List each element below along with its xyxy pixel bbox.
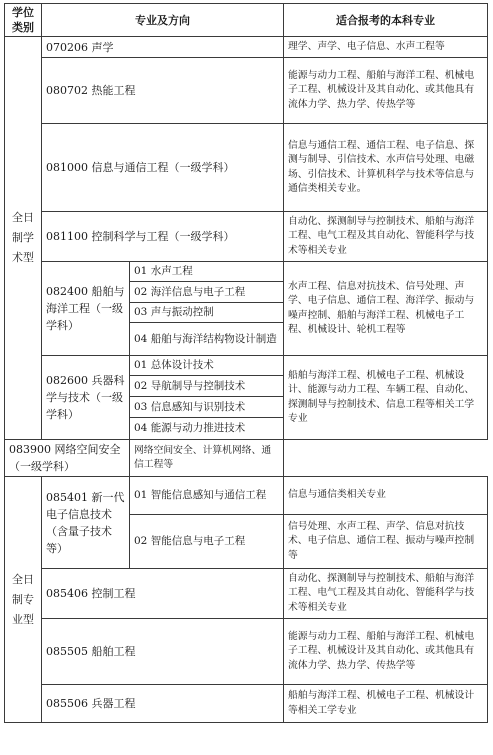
major-cell: 083900 网络空间安全（一级学科） bbox=[5, 440, 130, 477]
major-cell: 085406 控制工程 bbox=[42, 569, 284, 619]
major-cell: 082400 船舶与海洋工程（一级学科） bbox=[42, 262, 130, 356]
direction-cell: 01 水声工程 bbox=[130, 262, 284, 282]
major-cell: 081000 信息与通信工程（一级学科） bbox=[42, 124, 284, 212]
direction-cell: 03 信息感知与识别技术 bbox=[130, 397, 284, 418]
fit-cell: 船舶与海洋工程、机械电子工程、机械设计、能源与动力工程、车辆工程、自动化、探测制导与控制技术、信息工程等相关工学专业 bbox=[284, 356, 488, 440]
fit-cell: 信号处理、水声工程、声学、信息对抗技术、电子信息、通信工程、振动与噪声控制等 bbox=[284, 515, 488, 569]
direction-cell: 02 导航制导与控制技术 bbox=[130, 376, 284, 397]
direction-cell: 04 能源与动力推进技术 bbox=[130, 418, 284, 440]
major-cell: 085505 船舶工程 bbox=[42, 619, 284, 685]
header-major: 专业及方向 bbox=[42, 4, 284, 37]
table-row bbox=[5, 58, 488, 124]
admissions-table bbox=[4, 3, 488, 723]
fit-cell: 自动化、探测制导与控制技术、船舶与海洋工程、电气工程及其自动化、智能科学与技术等相关专业 bbox=[284, 569, 488, 619]
major-cell: 082600 兵器科学与技术（一级学科） bbox=[42, 356, 130, 440]
fit-cell: 能源与动力工程、船舶与海洋工程、机械电子工程、机械设计及其自动化、或其他具有流体力学、热力学、传热学等 bbox=[284, 58, 488, 124]
major-cell: 070206 声学 bbox=[42, 37, 284, 58]
direction-cell: 02 智能信息与电子工程 bbox=[130, 515, 284, 569]
fit-cell: 理学、声学、电子信息、水声工程等 bbox=[284, 37, 488, 58]
major-cell: 081100 控制科学与工程（一级学科） bbox=[42, 212, 284, 262]
header-row bbox=[5, 4, 488, 37]
header-category: 学位类别 bbox=[5, 4, 42, 37]
table-row bbox=[5, 619, 488, 685]
table-row bbox=[5, 37, 488, 58]
major-cell: 080702 热能工程 bbox=[42, 58, 284, 124]
fit-cell: 能源与动力工程、船舶与海洋工程、机械电子工程、机械设计及其自动化、或其他具有流体力学、热力学、传热学等 bbox=[284, 619, 488, 685]
fit-cell: 船舶与海洋工程、机械电子工程、机械设计等相关工学专业 bbox=[284, 685, 488, 723]
fit-cell: 水声工程、信息对抗技术、信号处理、声学、电子信息、通信工程、海洋学、振动与噪声控制、船舶与海洋工程、机械电子工程、机械设计、轮机工程等 bbox=[284, 262, 488, 356]
table-row bbox=[5, 262, 488, 282]
major-cell: 085401 新一代电子信息技术（含量子技术等） bbox=[42, 477, 130, 569]
fit-cell: 自动化、探测制导与控制技术、船舶与海洋工程、电气工程及其自动化、智能科学与技术等相关专业 bbox=[284, 212, 488, 262]
direction-cell: 03 声与振动控制 bbox=[130, 303, 284, 323]
direction-cell: 01 智能信息感知与通信工程 bbox=[130, 477, 284, 515]
direction-cell: 04 船舶与海洋结构物设计制造 bbox=[130, 323, 284, 356]
fit-cell: 信息与通信工程、通信工程、电子信息、探测与制导、引信技术、水声信号处理、电磁场、引信技术、计算机科学与技术等信息与通信类相关专业。 bbox=[284, 124, 488, 212]
category-academic: 全日制学术型 bbox=[5, 37, 42, 440]
table-row bbox=[5, 212, 488, 262]
table-row bbox=[5, 569, 488, 619]
category-professional: 全日制专业型 bbox=[5, 477, 42, 723]
table-row bbox=[5, 440, 488, 477]
table-row bbox=[5, 685, 488, 723]
table-row bbox=[5, 356, 488, 376]
table-row bbox=[5, 477, 488, 515]
direction-cell: 01 总体设计技术 bbox=[130, 356, 284, 376]
fit-cell: 信息与通信类相关专业 bbox=[284, 477, 488, 515]
fit-cell: 网络空间安全、计算机网络、通信工程等 bbox=[130, 440, 284, 477]
direction-cell: 02 海洋信息与电子工程 bbox=[130, 282, 284, 303]
header-fit: 适合报考的本科专业 bbox=[284, 4, 488, 37]
major-cell: 085506 兵器工程 bbox=[42, 685, 284, 723]
table-row bbox=[5, 124, 488, 212]
